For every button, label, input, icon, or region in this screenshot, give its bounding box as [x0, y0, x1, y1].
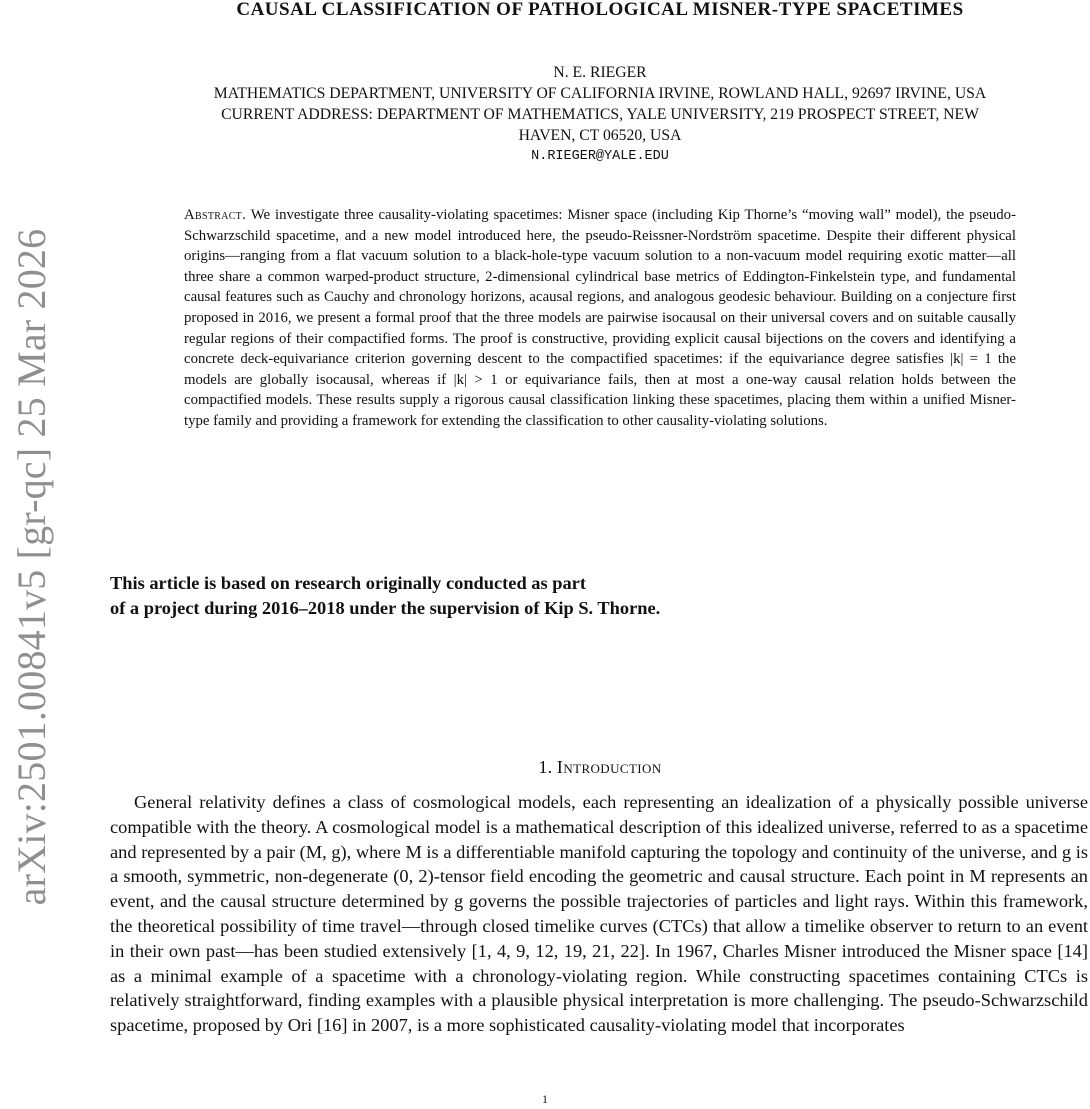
author-affiliation: MATHEMATICS DEPARTMENT, UNIVERSITY OF CALIFORNIA IRVINE, ROWLAND HALL, 92697 IRVINE, USA — [213, 85, 987, 102]
author-email: N.RIEGER@YALE.EDU — [531, 149, 669, 164]
paper-title: CAUSAL CLASSIFICATION OF PATHOLOGICAL MISNER-TYPE SPACETIMES — [236, 0, 964, 20]
author-name: N. E. RIEGER — [553, 64, 647, 81]
page-number: 1 — [542, 1092, 548, 1106]
introduction-paragraph: General relativity defines a class of cosmological models, each representing an idealization of a physically possible universe compatible with the theory. A cosmological model is a mathematical description of this idealized universe, referred to as a spacetime and represented by a pair (M, g), where M is a differentiable manifold capturing the topology and continuity of the universe, and g is a smooth, symmetric, non-degenerate (0, 2)-tensor field encoding the geometric and causal structure. Each point in M represents an event, and the causal structure determined by g governs the possible trajectories of particles and light rays. Within this framework, the theoretical possibility of time travel—through closed timelike curves (CTCs) that allow a timelike observer to return to an event in their own past—has been studied extensively [1, 4, 9, 12, 19, 21, 22]. In 1967, Charles Misner introduced the Misner space [14] as a minimal example of a spacetime with a chronology-violating region. While constructing spacetimes containing CTCs is relatively straightforward, finding examples with a plausible physical interpretation is more challenging. The pseudo-Schwarzschild spacetime, proposed by Ori [16] in 2007, is a more sophisticated causality-violating model that incorporates — [110, 792, 1088, 1036]
author-current-address-line-1: CURRENT ADDRESS: DEPARTMENT OF MATHEMATICS, YALE UNIVERSITY, 219 PROSPECT STREET, NEW — [221, 106, 979, 123]
abstract-label: Abstract. — [184, 207, 247, 223]
author-block — [124, 62, 1076, 167]
section-number: 1. — [538, 757, 553, 777]
abstract — [184, 205, 1016, 432]
author-current-address-line-2: HAVEN, CT 06520, USA — [518, 127, 682, 144]
section-heading — [110, 756, 1090, 778]
research-note-line-2: of a project during 2016–2018 under the supervision of Kip S. Thorne. — [110, 598, 661, 618]
abstract-text: We investigate three causality-violating spacetimes: Misner space (including Kip Thorne’s “moving wall” model), the pseudo-Schwarzschild spacetime, and a new model introduced here, the pseudo-Reissner-Nordström spacetime. Despite their different physical origins—ranging from a flat vacuum solution to a black-hole-type vacuum solution to a non-vacuum model requiring exotic matter—all three share a common warped-product structure, 2-dimensional cylindrical base metrics of Eddington-Finkelstein type, and fundamental causal features such as Cauchy and chronology horizons, acausal regions, and analogous geodesic behaviour. Building on a conjecture first proposed in 2016, we present a formal proof that the three models are pairwise isocausal on their universal covers and on suitable causally regular regions of their compactified forms. The proof is constructive, providing explicit causal bijections on the covers and identifying a concrete deck-equivariance criterion governing descent to the compactified spacetimes: if the equivariance degree satisfies |k| = 1 the models are globally isocausal, whereas if |k| > 1 or equivariance fails, then at most a one-way causal relation holds between the compactified models. These results supply a rigorous causal classification linking these spacetimes, placing them within a unified Misner-type family and providing a framework for extending the classification to other causality-violating solutions. — [184, 207, 1016, 429]
research-note — [110, 571, 1010, 621]
section-title: Introduction — [556, 757, 662, 777]
arxiv-identifier-stamp: arXiv:2501.00841v5 [gr-qc] 25 Mar 2026 — [9, 228, 54, 906]
research-note-line-1: This article is based on research originally conducted as part — [110, 573, 586, 593]
